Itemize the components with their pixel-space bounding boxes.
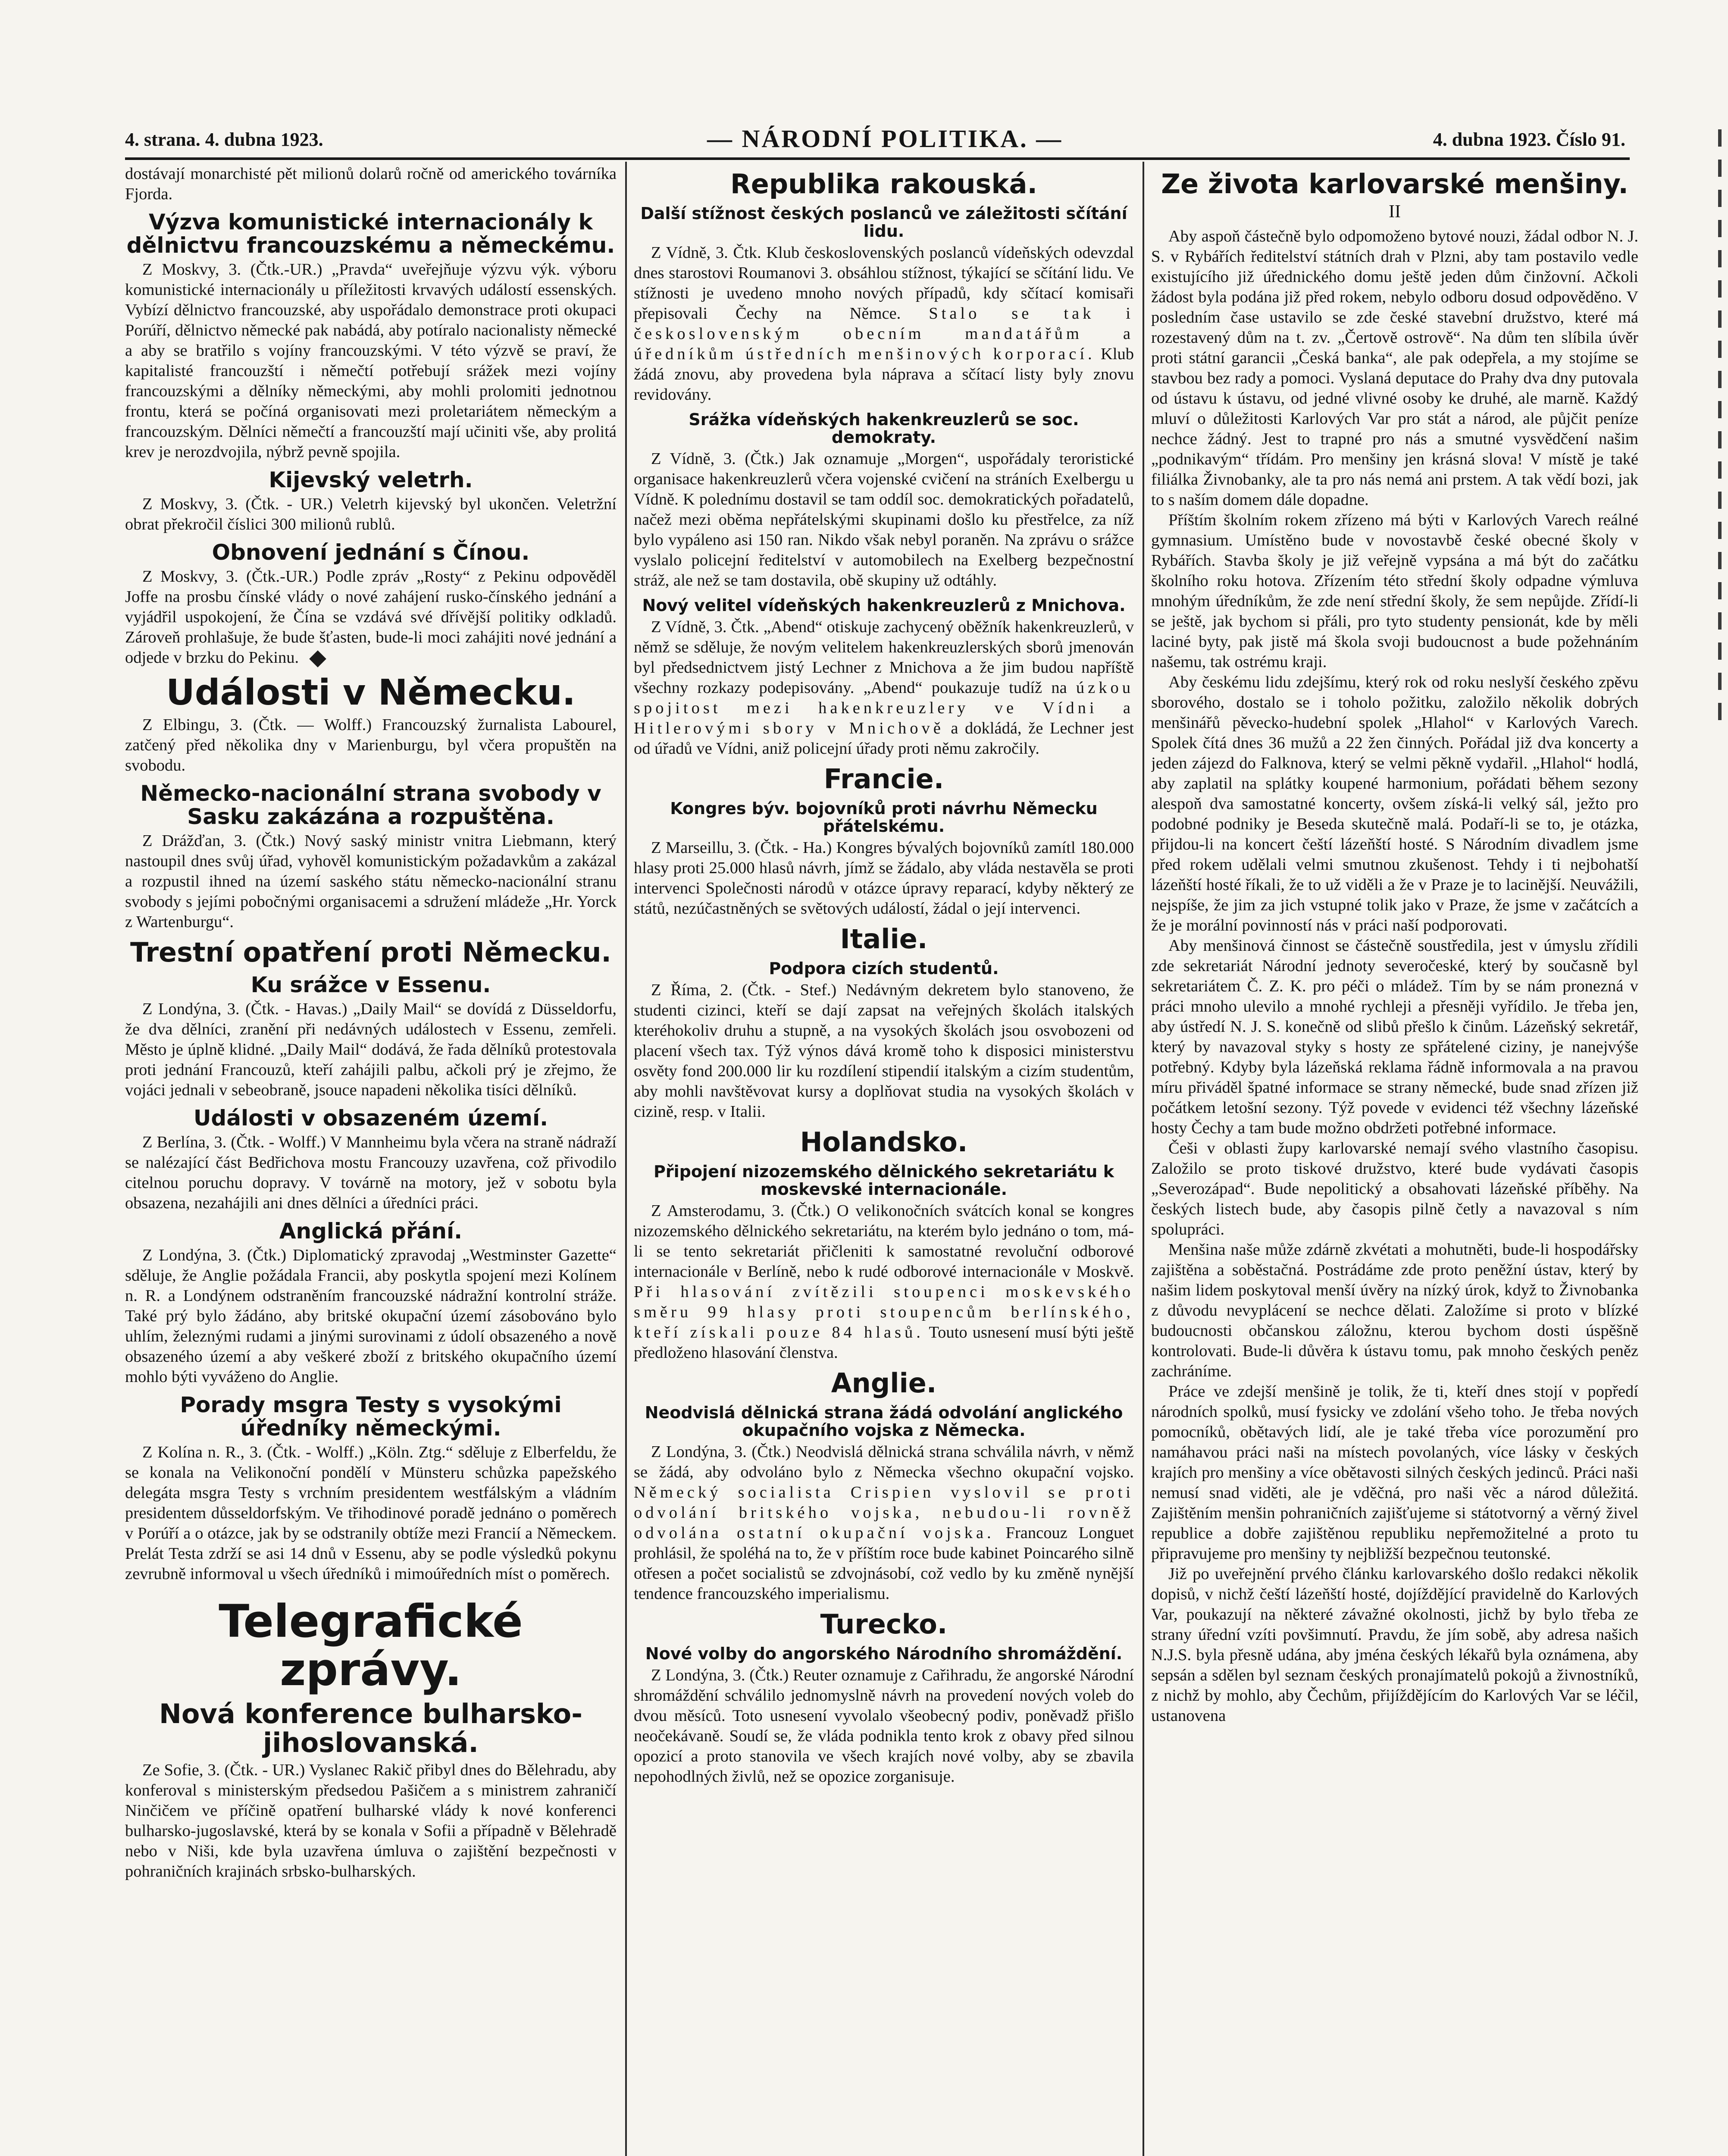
- article-headline: Německo-nacionální strana svobody v Sasku zakázána a rozpuštěna.: [140, 780, 601, 829]
- article-text-spaced: Německý socialista Crispien vyslovil se proti odvolání britského vojska, nebudou-li rovněž odvolána ostatní okupační vojska.: [634, 1483, 1134, 1542]
- article-text: Z Vídně, 3. Čtk. „Abend“ otiskuje zachycený oběžník hakenkreuzlerů, v němž se sděluje, že novým velitelem hakenkreuzlerských sborů jmenován byl předsednictvem jistý Lechner z Mnichova a že jim budou napříště všechny rozkazy podepisovány. „Abend“ poukazuje tudíž na: [634, 618, 1134, 697]
- section-headline: Francie.: [823, 763, 944, 795]
- article-headline: Podpora cizích studentů.: [769, 959, 999, 978]
- article-paragraph: Z Elbingu, 3. (Čtk. — Wolff.) Francouzský žurnalista Labourel, zatčený před několika dny v Marienburgu, byl včera propuštěn na svobodu.: [125, 715, 617, 774]
- article-paragraph: [634, 617, 1134, 759]
- page-header: [125, 121, 1625, 160]
- section-headline: Anglie.: [831, 1367, 937, 1399]
- article-paragraph: Již po uveřejnění prvého článku karlovarského došlo redakci několik dopisů, v nichž čeští lázeňští hosté, dojíždějící pravidelně do Karlových Var, poukazují na některé závažné okolnosti, jichž by bylo třeba ze strany úřední vzíti povšimnutí. Pravdu, že jím sobě, aby adresa našich N.J.S. byla přesně udána, aby jména českých lékařů byla oznámena, aby sepsán a sdělen byl seznam českých pronajímatelů pokojů a živnostníků, z nichž by mohlo, aby Čechům, přijíždějícím do Karlových Var se léčil, ustanovena: [1151, 1564, 1638, 1725]
- article-text: a dokládá, že Lechner jest od úřadů ve Vídni, aniž policejní úřady proti němu zakročily.: [634, 719, 1134, 758]
- article-paragraph: Aby menšinová činnost se částečně soustředila, jest v úmyslu zřídili zde sekretariát Národní jednoty severočeské, který by současně byl sekretariátem Č. Z. K. pro péči o mládež. Tím by se nám pronezná v práci mnoho ulevilo a mnohé rychleji a přesněji vyřídilo. Je třeba jen, aby ústředí N. J. S. konečně od slibů přešlo k činům. Lázeňský sekretář, který by navazoval styky s hosty ze spřátelené ciziny, je nanejvýše potřebný. Kdyby byla lázeňská reklama řádně informovala a na pravou míru přiváděl špatné informace se strany německé, bude snad zřízen již počátkem letošní sezony. Týž povede v evidenci též všechny lázeňské hosty Čechy a tam bude možno obdržeti potřebné informace.: [1151, 936, 1638, 1137]
- article-text: Z Moskvy, 3. (Čtk.-UR.) Podle zpráv „Rosty“ z Pekinu odpověděl Joffe na prosbu čínské vlády o nové zahájení rusko-čínského jednání a vyjádřil uspokojení, že Čína se vzdává své dřívější politiky odkladů. Zároveň prohlašuje, že bude šťasten, bude-li moci zahájiti nové jednání a odjede v brzku do Pekinu.: [125, 567, 617, 667]
- header-page-date: 4. strana. 4. dubna 1923.: [125, 129, 323, 150]
- article-paragraph: Z Londýna, 3. (Čtk.) Diplomatický zpravodaj „Westminster Gazette“ sděluje, že Anglie požádala Francii, aby poskytla spojení mezi Kolínem n. R. a Londýnem odstraněním francouzské nádražní kontrolní stráže. Také prý bylo žádáno, aby britské okupační území zásobováno bylo uhlím, železnými rudami a jinými surovinami z údolí obsazeného a nově obsazeného území a aby veškeré zboží z britského okupačního území mohlo býti vyváženo do Anglie.: [125, 1246, 617, 1386]
- feature-headline: Ze života karlovarské menšiny.: [1161, 168, 1628, 200]
- article-paragraph: Z Říma, 2. (Čtk. - Stef.) Nedávným dekretem bylo stanoveno, že studenti cizinci, kteří se dají zapsat na veřejných školách italských kteréhokoliv druhu a stupně, a na vysokých školách jsou osvobozeni od placení všech tax. Týž výnos dává kromě toho k disposici ministerstvu osvěty fond 200.000 lir ku rozdílení stipendií italským a cizím studentům, aby mohli navštěvovat kursy a doplňovat studia na vysokých školách v cizině, resp. v Italii.: [634, 981, 1134, 1121]
- section-headline: Holandsko.: [800, 1126, 968, 1158]
- article-paragraph: Práce ve zdejší menšině je tolik, že ti, kteří dnes stojí v popředí národních spolků, musí fysicky ve zdolání všeho toho. Je třeba nových pomocníků, obětavých lidí, ale je také třeba více porozumění pro namáhavou práci naši na místech povolaných, více lásky v českých krajích pro menšiny a více obětavosti silných českých jedinců. Práci naši nemusí snad viděti, ale je vděčná, pro naši věc a národ důležitá. Zajištěním menšin pohraničních zajišťujeme si státotvorný a věrný živel republice a dobře zajištěnou republiku nepřemožitelné a proto tu připravujeme pro menšiny ty nejbližší bezpečnou teutonské.: [1151, 1382, 1638, 1563]
- article-headline: Nové volby do angorského Národního shromáždění.: [645, 1644, 1123, 1664]
- article-paragraph: Z Moskvy, 3. (Čtk. - UR.) Veletrh kijevský byl ukončen. Veletržní obrat překročil číslici 300 milionů rublů.: [125, 495, 617, 533]
- article-headline: Srážka vídeňských hakenkreuzlerů se soc. demokraty.: [689, 410, 1079, 447]
- article-paragraph: Z Drážďan, 3. (Čtk.) Nový saský ministr vnitra Liebmann, který nastoupil dnes svůj úřad, vyhověl komunistickým požadavkům a zakázal a rozpustil ihned na území saského státu německo-nacionální stranu svobody s jejími pobočnými organisacemi a sdružení mládeže „Hr. Yorck z Wartenburgu“.: [125, 831, 617, 931]
- article-headline: Anglická přání.: [279, 1218, 463, 1244]
- article-paragraph: [125, 567, 617, 668]
- article-headline: Kijevský veletrh.: [269, 467, 473, 492]
- article-paragraph: Z Moskvy, 3. (Čtk.-UR.) „Pravda“ uveřejňuje výzvu výk. výboru komunistické internacionály u příležitosti krvavých událostí essenských. Vybízí dělnictvo francouzské, aby uspořádalo demonstrace proti okupaci Porúří, dělnictvo německé pak nabádá, aby potíralo nacionalisty německé a aby se bratřilo s vojíny francouzskými. V této výzvě se praví, že kapitalisté francouzští i němečtí potřebují srážek mezi vojíny francouzskými a dělníky německými, aby mohli prolomiti jednotnou frontu, která se počíná organisovati mezi proletariátem německým a francouzským. Dělníci němečtí a francouzští mají učiniti vše, aby prolitá krev je nerozdvojila, nýbrž pevně spojila.: [125, 260, 617, 461]
- article-headline: Další stížnost českých poslanců ve záležitosti sčítání lidu.: [640, 204, 1127, 241]
- article-paragraph: Z Londýna, 3. (Čtk. - Havas.) „Daily Mail“ se dovídá z Düsseldorfu, že dva dělníci, zranění při nedávných událostech v Essenu, zemřeli. Město je úplně klidné. „Daily Mail“ dodává, že řada dělníků protestovala proti jednání Francouzů, kteří zahájili palbu, ačkoli prý je zřejmo, že vojáci jednali v sebeobraně, jsouce napadeni několika tisíci dělníků.: [125, 1000, 617, 1099]
- article-headline: Nová konference bulharsko-jihoslovanská.: [159, 1698, 582, 1759]
- article-paragraph: Češi v oblasti župy karlovarské nemají svého vlastního časopisu. Založilo se proto tiskové družstvo, které bude vydávati časopis „Severozápad“. Bude nepolitický a obsahovati lázeňské příběhy. Na českých listech bude, aby časopis pilně četly a navazoval s ním spolupráci.: [1151, 1139, 1638, 1238]
- section-headline: Trestní opatření proti Německu.: [130, 936, 611, 968]
- header-rule: [125, 157, 1630, 160]
- article-paragraph: Z Berlína, 3. (Čtk. - Wolff.) V Mannheimu byla včera na straně nádraží se nalézající část Bedřichova mostu Francouzy uzavřena, což přivodilo citelnou poruchu dopravy. V továrně na motory, jež v sobotu byla obsazena, nezahájili ani dnes dělníci a úředníci práci.: [125, 1133, 617, 1212]
- end-mark-icon: [309, 650, 326, 667]
- article-text-spaced: Stalo se tak i československým obecním mandatářům a úředníkům ústředních menšinových korporací.: [634, 304, 1134, 364]
- article-text-spaced: Při hlasování zvítězili stoupenci moskevského směru 99 hlasy proti stoupencům berlínského, kteří získali pouze 84 hlasů.: [634, 1283, 1134, 1342]
- article-paragraph: Menšina naše může zdárně zkvétati a mohutněti, bude-li hospodářsky zajištěna a soběstačná. Postrádáme zde proto peněžní ústav, který by našim lidem poskytoval menší úvěry na nízký úrok, když to Živnobanka z důvodu nevyplácení se nechce dělati. Založíme si proto v blízké budoucnosti občanskou záložnu, kterou bychom dosti úspěšně kontrolovati. Bude-li důvěra k ústavu tomu, pak mnoho českých peněz zachráníme.: [1151, 1240, 1638, 1380]
- article-headline: Připojení nizozemského dělnického sekretariátu k moskevské internacionále.: [654, 1162, 1114, 1199]
- article-paragraph: Z Marseillu, 3. (Čtk. - Ha.) Kongres bývalých bojovníků zamítl 180.000 hlasy proti 25.000 hlasů návrh, jímž se žádalo, aby vláda nestavěla se proti intervenci Společnosti národů v otázce úpravy reparací, kdyby některý ze států, nezúčastněných se světových událostí, žádal o její intervenci.: [634, 839, 1134, 918]
- part-number: II: [1389, 201, 1401, 222]
- article-paragraph: Aby českému lidu zdejšímu, který rok od roku neslyší českého zpěvu sborového, dostalo se i toholo požitku, založilo několik dobrých menšinářů pěvecko-hudební spolek „Hlahol“ v Karlových Varech. Spolek čítá dnes 36 mužů a 22 žen činných. Pořádal již dva koncerty a jeden zájezd do Falknova, který se velmi pěkně vydařil. „Hlahol“ hodlá, aby zaplatil na splátky koupené harmonium, pořádati během sezony alespoň dva samostatné koncerty, ovšem získá-li velký sál, ježto pro podobné podniky je Beseda skutečně malá. Podaří-li se to, je otázka, přijdou-li na koncert čeští lázeňští hosté. S Národním divadlem jsme před rokem udělali velmi smutnou zkušenost. Tehdy i ti nejbohatší lázeňští hosté říkali, že to už viděli a že v Praze je to lacinější. Neuvážili, nejspíše, že jim za jich vstupné tolik jako v Praze, že jsme v začátcích a že je morální povinností nás v práci naší podporovati.: [1151, 673, 1638, 934]
- article-text: Z Vídně, 3. Čtk. Klub československých poslanců vídeňských odevzdal dnes starostovi Roumanovi 3. obsáhlou stížnost, týkající se sčítání lidu. Ve stížnosti je uvedeno mnoho nových případů, kdy sčítací komisaři přepisovali Čechy na Němce.: [634, 244, 1134, 323]
- article-headline: Nový velitel vídeňských hakenkreuzlerů z Mnichova.: [642, 596, 1126, 615]
- article-headline: Obnovení jednání s Čínou.: [212, 540, 530, 565]
- article-paragraph: [634, 1442, 1134, 1604]
- article-paragraph: [634, 243, 1134, 405]
- column-divider: [1143, 162, 1144, 2156]
- page-edge-marks: [1718, 129, 1723, 776]
- article-paragraph: [634, 1201, 1134, 1363]
- article-paragraph: Z Kolína n. R., 3. (Čtk. - Wolff.) „Köln. Ztg.“ sděluje z Elberfeldu, že se konala na Velikonoční pondělí v Münsteru schůzka papežského delegáta msgra Testy s vrchním presidentem westfálským a vládním presidentem důsseldorfským. Ve třihodinové poradě jednáno o poměrech v Porúří a o otázce, jak by se odstranily obtíže mezi Francií a Německem. Prelát Testa zdrží se asi 14 dnů v Essenu, aby se podle výsledků pokynu zevrubně informoval u všech úředníků i mimoúředních míst o poměrech.: [125, 1443, 617, 1583]
- article-headline: Kongres býv. bojovníků proti návrhu Německu přátelskému.: [670, 799, 1098, 836]
- article-headline: Výzva komunistické internacionály k dělnictvu francouzskému a německému.: [126, 210, 615, 258]
- article-text: Z Amsterodamu, 3. (Čtk.) O velikonočních svátcích konal se kongres nizozemského dělnického sekretariátu, na kterém bylo jednáno o tom, má-li se tento sekretariát přičleniti k samostatné revoluční odborové internacionále v Berlíně, nebo k rudé odborové internacionále v Moskvě.: [634, 1202, 1134, 1281]
- article-headline: Porady msgra Testy s vysokými úředníky německými.: [180, 1392, 562, 1441]
- section-headline: Republika rakouská.: [730, 168, 1038, 200]
- section-headline: Události v Německu.: [166, 672, 576, 713]
- article-subheadline: Ku srážce v Essenu.: [250, 972, 491, 997]
- column-1: [125, 164, 617, 2156]
- article-paragraph: Z Londýna, 3. (Čtk.) Reuter oznamuje z Cařihradu, že angorské Národní shromáždění schválilo jednomyslně návrh na provedení nových voleb do dvou měsíců. Toto usnesení vyvolalo všeobecný podiv, poněvadž přišlo neočekávaně. Soudí se, že vláda podnikla tento krok z obavy před silnou opozicí a proto stanovila ve všech krajích nové volby, aby se zbavila nepohodlných živlů, než se opozice zorganisuje.: [634, 1666, 1134, 1786]
- article-text: Touto usnesení musí býti ještě předloženo hlasování členstva.: [634, 1323, 1134, 1362]
- column-3: [1151, 164, 1638, 2156]
- masthead-title: — NÁRODNÍ POLITIKA. —: [707, 125, 1063, 153]
- section-headline: Turecko.: [820, 1608, 948, 1640]
- section-headline: Telegrafické zprávy.: [219, 1595, 523, 1696]
- article-text: Z Londýna, 3. (Čtk.) Neodvislá dělnická strana schválila návrh, v němž se žádá, aby odvoláno bylo z Německa všechno okupační vojsko.: [634, 1443, 1134, 1482]
- article-paragraph: Z Vídně, 3. (Čtk.) Jak oznamuje „Morgen“, uspořádaly teroristické organisace hakenkreuzlerů včera vojenské cvičení na stráních Exelbergu u Vídně. K polednímu dostavil se tam oddíl soc. demokratických pořadatelů, načež mezi oběma nepřátelskými skupinami došlo ku přestřelce, za níž bylo vypáleno asi 150 ran. Nikdo však nebyl poraněn. Na zprávu o srážce vyslalo policejní ředitelství v automobilech na Exelberg bezpečnostní stráž, ale než se tam dostavila, obě skupiny už odtáhly.: [634, 450, 1134, 590]
- article-paragraph: Příštím školním rokem zřízeno má býti v Karlových Varech reálné gymnasium. Umístěno bude v novostavbě české obecné školy v Rybářích. Stavba školy je již veřejně vypsána a má být do začátku školního roku hotova. Zřízením této střední školy odpadne výmluva mnohým úředníkům, že zde není střední školy, že sem nepůjde. Zřídí-li se ještě, jak bychom si přáli, pro tyto studenty pensionát, kde by měli laciné byty, pak jistě má škola svoji budoucnost a bude požehnáním našemu, tak ostrému kraji.: [1151, 511, 1638, 671]
- article-paragraph: dostávají monarchisté pět milionů dolarů ročně od amerického továrníka Fjorda.: [125, 165, 617, 203]
- article-headline: Neodvislá dělnická strana žádá odvolání anglického okupačního vojska z Německa.: [645, 1403, 1123, 1440]
- article-text-spaced: úzkou spojitost mezi hakenkreuzlery ve Vídni a Hitlerovými sbory v Mnichově: [634, 679, 1134, 738]
- section-headline: Italie.: [840, 923, 928, 955]
- article-paragraph: Aby aspoň částečně bylo odpomoženo bytové nouzi, žádal odbor N. J. S. v Rybářích ředitelství státních drah v Plzni, aby tam postavilo vedle existujícího již úřednického domu ještě jeden dům činžovní. Ačkoli žádost byla podána již před rokem, nebylo odboru dosud odpověděno. V posledním čase ustavilo se zde české stavební družstvo, které má rozestavený dům na t. zv. „Čertově ostrově“. Na dům ten slíbila úvěr proti státní garancii „Česká banka“, ale pak odepřela, a my stojíme se stavbou bez rady a pomoci. Vyslaná deputace do Prahy dva dny putovala od ústavu k ústavu, od jedné vlivné osoby ke druhé, ale marně. Každý mluví o důležitosti Karlových Var pro stát a národ, ale půjčit peníze nechce žádný. Jest to trapné pro nás a smutné vysvědčení našim „podnikavým“ třídám. Pro menšiny jen krásná slova! V místě je také filiálka Živnobanky, ale ta pro nás nemá ani prstem. A tak vědí bozi, jak to s naším domem dále dopadne.: [1151, 227, 1638, 509]
- column-2: [634, 164, 1134, 2156]
- column-divider: [625, 162, 627, 2156]
- article-headline: Události v obsazeném území.: [193, 1105, 548, 1131]
- article-text: Francouz Longuet prohlásil, že spoléhá na to, že v příštím roce bude kabinet Poincarého silně otřesen a počet socialistů se zdvojnásobí, což vedlo by ku změně nynější tendence francouzského imperialismu.: [634, 1524, 1134, 1603]
- header-issue-number: 4. dubna 1923. Číslo 91.: [1433, 129, 1625, 150]
- article-text: Klub žádá znovu, aby provedena byla náprava a sčítací listy byly znovu revidovány.: [634, 345, 1134, 404]
- article-paragraph: Ze Sofie, 3. (Čtk. - UR.) Vyslanec Rakič přibyl dnes do Bělehradu, aby konferoval s ministerským předsedou Pašičem a s ministrem zahraničí Ninčičem ve příčině opatření bulharské vlády k nové konferenci bulharsko-jugoslavské, která by se konala v Sofii a případně v Bělehradě nebo v Niši, kde byla uzavřena úmluva o zajištění bezpečnosti v pohraničních krajinách srbsko-bulharských.: [125, 1761, 617, 1881]
